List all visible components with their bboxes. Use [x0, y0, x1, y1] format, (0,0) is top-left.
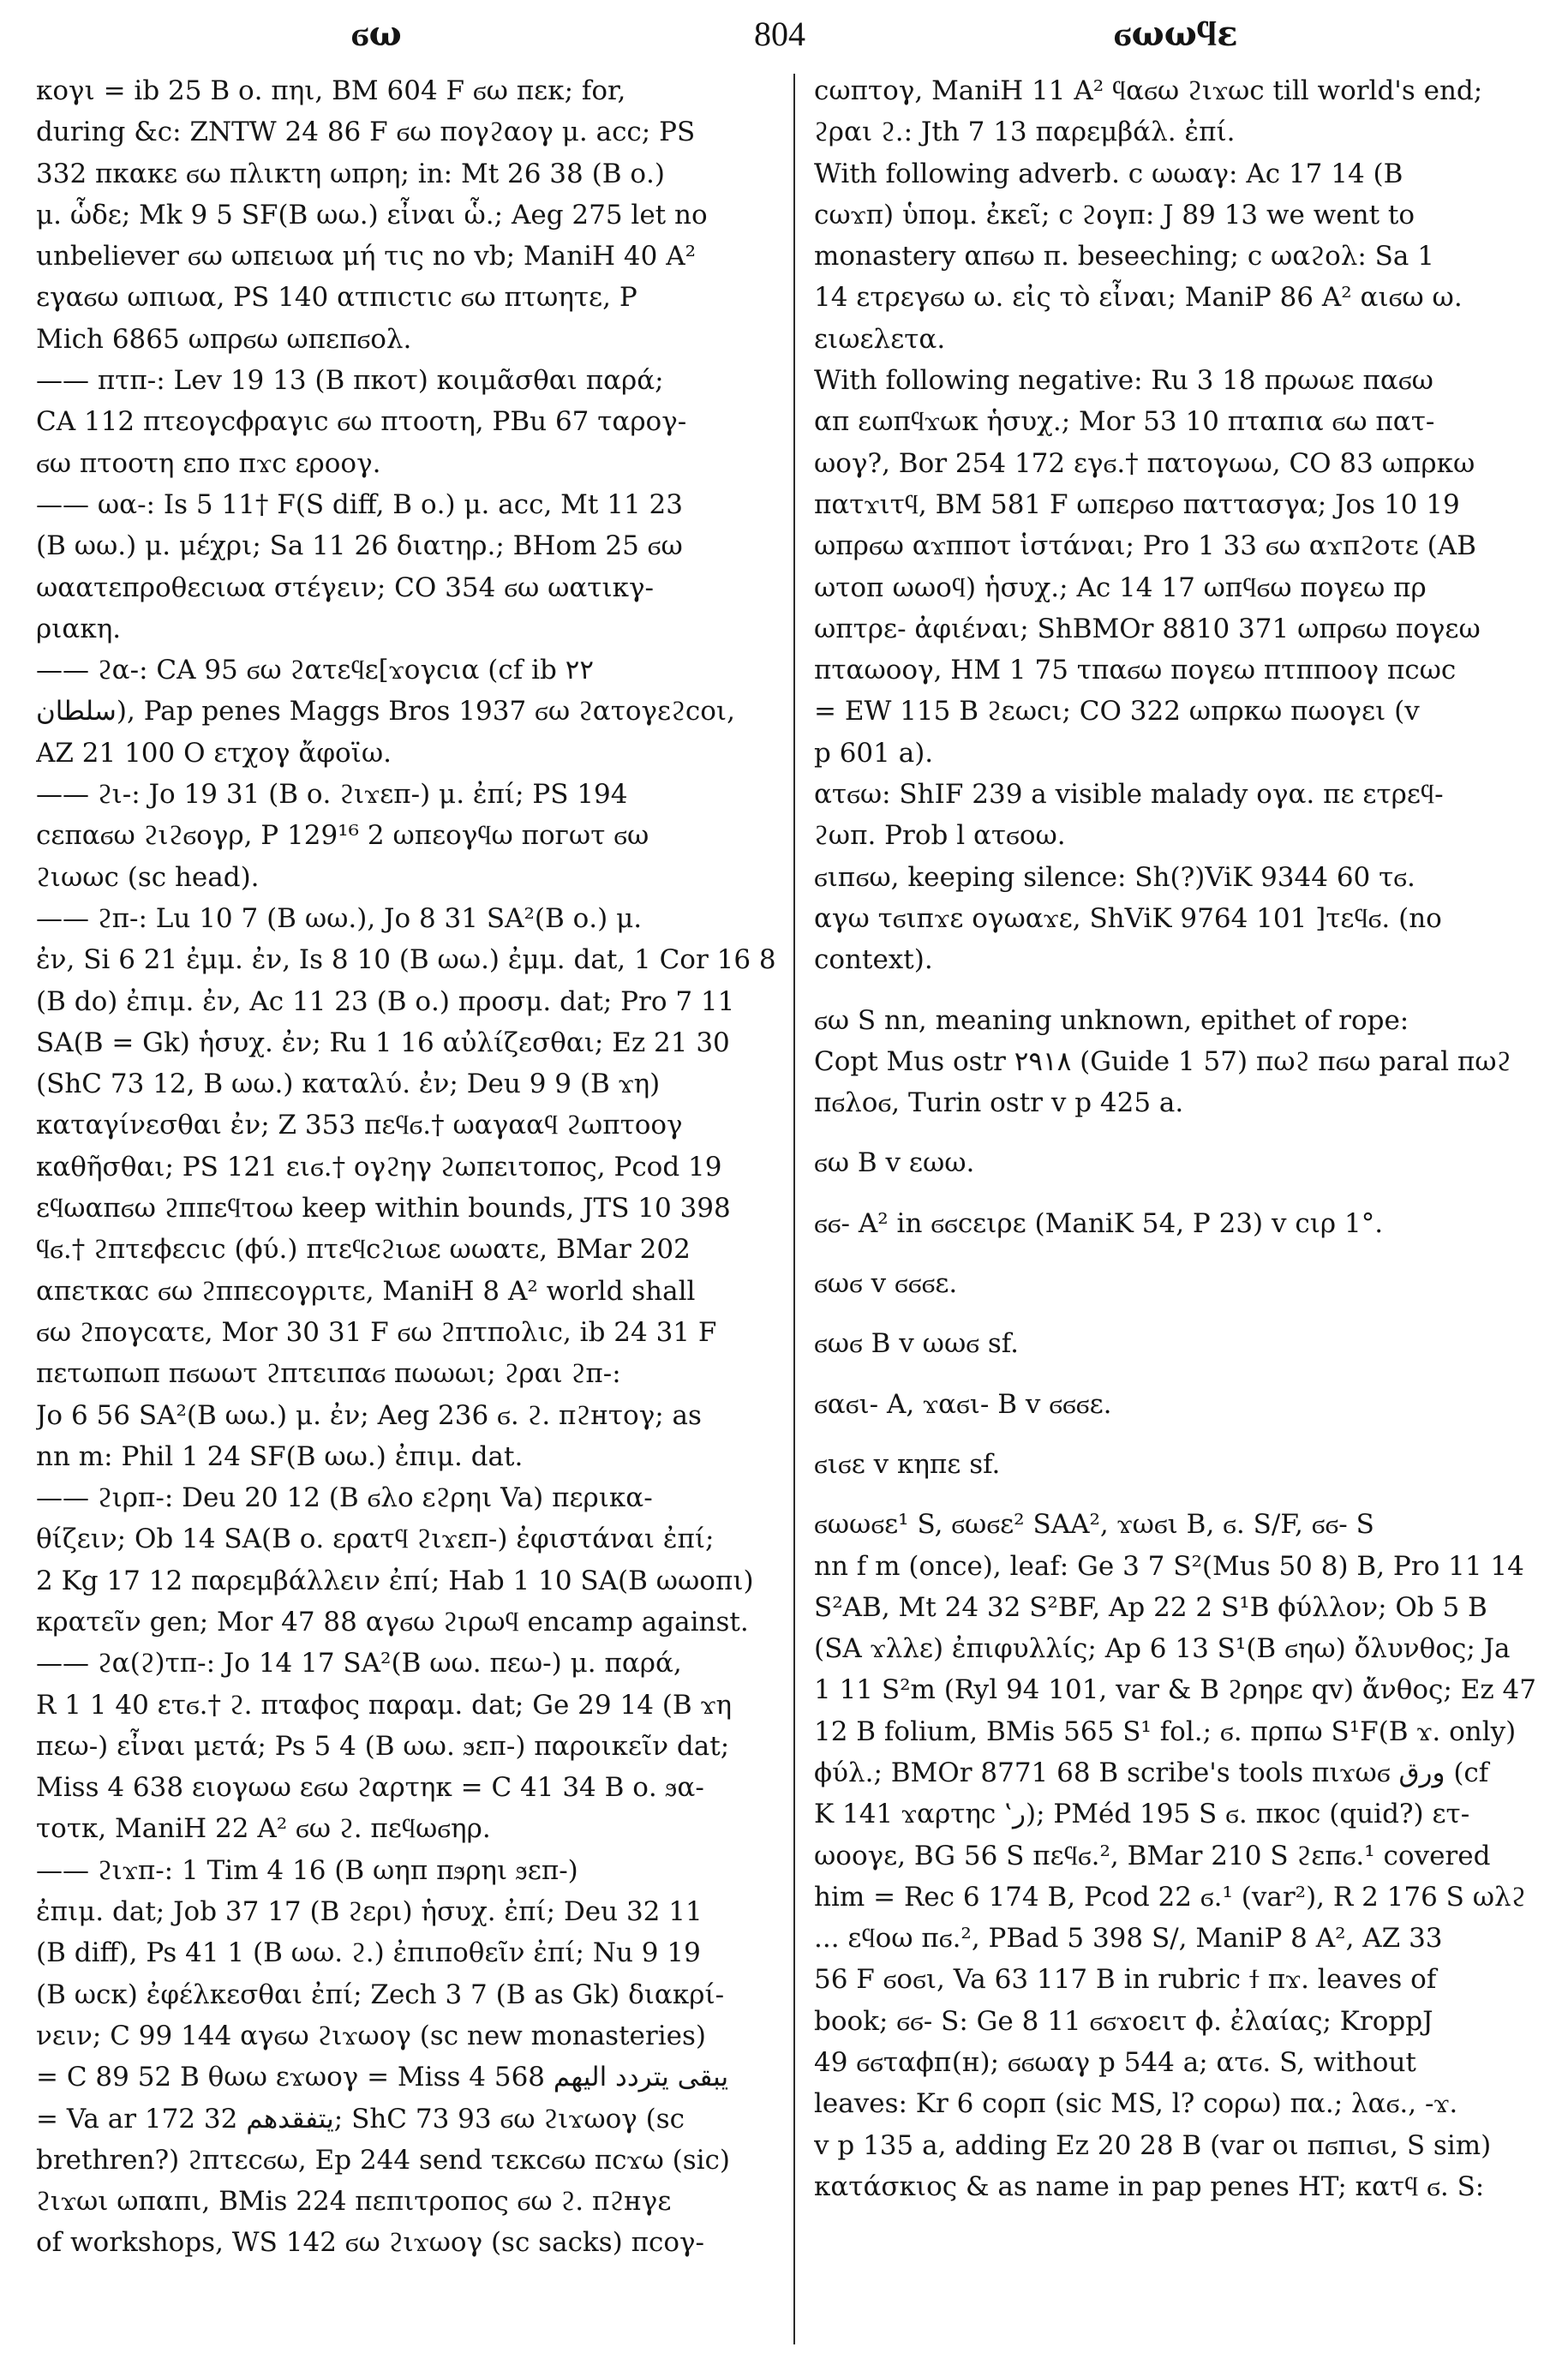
left-column-line: —— ϩιρπ-: Deu 20 12 (B ϭλο εϩρηι Va) περικα-: [36, 1482, 653, 1514]
left-column-line: Mich 6865 ωπρϭω ωπεπϭολ.: [36, 323, 412, 355]
header-right-headword: ϭωωϥε: [1114, 14, 1238, 54]
right-column-line: ϭωωϭε¹ S, ϭωϭε² SAA², ϫωϭι B, ϭ. S/F, ϭϭ- S: [814, 1509, 1374, 1541]
right-column-line: 14 ετρεγϭω ω. εἰς τὸ εἶναι; ManiP 86 A² αιϭω ω.: [814, 282, 1463, 314]
left-column-line: θίζειν; Ob 14 SA(B ο. ερατϥ ϩιϫεπ-) ἐφιστάναι ἐπί;: [36, 1524, 715, 1555]
entry-spacer: [814, 1123, 1542, 1142]
right-column-line: ϭιпϭω, keeping silence: Sh(?)ViK 9344 60 τϭ.: [814, 861, 1415, 893]
left-column-line: (ShC 73 12, B ωω.) καταλύ. ἐν; Deu 9 9 (B ϫη): [36, 1069, 661, 1100]
right-column-line: ϭω B v εωω.: [814, 1147, 975, 1179]
page-number: 804: [754, 15, 805, 53]
right-column: [814, 70, 1542, 2207]
entry-spacer: [814, 1304, 1542, 1323]
header-left-headword: ϭω: [351, 14, 402, 54]
left-column-line: κογι = ib 25 B ο. πηι, BM 604 F ϭω πεκ; for,: [36, 75, 626, 106]
left-column-line: 332 πκακε ϭω πλικτη ωπρη; in: Mt 26 38 (B ο.): [36, 158, 665, 189]
right-column-line: ειωελετα.: [814, 323, 946, 355]
right-column-line: ατϭω: ShIF 239 a visible malady ογα. πε ετρεϥ-: [814, 779, 1444, 811]
column-divider: [793, 74, 795, 2344]
right-column-line: 56 F ϭοϭι, Va 63 117 B in rubric ϯ πϫ. leaves of: [814, 1964, 1437, 1996]
left-column-line: brethren?) ϩπτεϲϭω, Ep 244 send τεκϲϭω πϲϫω (sic): [36, 2144, 731, 2176]
entry-spacer: [814, 1244, 1542, 1263]
right-column-line: p 601 a).: [814, 737, 934, 769]
right-column-line: ϭϭ- A² in ϭϭϲειρε (ManiK 54, P 23) v ϲιρ 1°.: [814, 1207, 1384, 1239]
left-column-line: —— ϩπ-: Lu 10 7 (B ωω.), Jo 8 31 SA²(B ο.) μ.: [36, 902, 643, 934]
left-column-line: during &c: ZNTW 24 86 F ϭω πογϩαογ μ. acc; PS: [36, 117, 696, 148]
left-column-line: μ. ὧδε; Mk 9 5 SF(B ωω.) εἶναι ὧ.; Aeg 275 let no: [36, 199, 708, 231]
left-column-line: —— ϩα(ϩ)τπ-: Jo 14 17 SA²(B ωω. πεω-) μ. παρά,: [36, 1648, 682, 1679]
left-column-line: —— ϩιϫπ-: 1 Tim 4 16 (B ωηπ πϧρηι ϧεπ-): [36, 1854, 578, 1886]
right-column-line: monastery απϭω π. beseeching; c ωαϩολ: Sa 1: [814, 241, 1434, 272]
right-column-line: book; ϭϭ- S: Ge 8 11 ϭϭϫοειτ ϕ. ἐλαίας; KroppJ: [814, 2005, 1433, 2037]
right-column-line: ϩραι ϩ.: Jth 7 13 παρεμβάλ. ἐπί.: [814, 117, 1236, 148]
left-column-line: —— ωα-: Is 5 11† F(S diff, B ο.) μ. acc, Mt 11 23: [36, 488, 683, 520]
right-column-line: With following adverb. c ωωαγ: Ac 17 14 (B: [814, 158, 1403, 189]
left-column-line: —— ϩα-: CA 95 ϭω ϩατεϥε[ϫογϲια (cf ib ٢٢: [36, 655, 594, 686]
left-column-line: ἐν, Si 6 21 ἐμμ. ἐν, Is 8 10 (B ωω.) ἐμμ. dat, 1 Cor 16 8: [36, 944, 776, 976]
left-column-line: ϭω ϩπογϲατε, Mor 30 31 F ϭω ϩπτπολιϲ, ib 24 31 F: [36, 1316, 717, 1348]
right-column-line: leaves: Kr 6 ϲορп (sic MS, l? ϲορω) πα.; λαϭ., -ϫ.: [814, 2088, 1458, 2120]
right-column-line: Copt Mus ostr ٢٩١٨ (Guide 1 57) πωϩ πϭω paral πωϩ: [814, 1045, 1511, 1077]
left-column-line: ριακη.: [36, 613, 122, 644]
left-column-line: ἐπιμ. dat; Job 37 17 (B ϩερι) ἡσυχ. ἐπί; Deu 32 11: [36, 1896, 703, 1928]
left-column-line: ϩιϫωι ωπαπι, BMis 224 πεπιτροπος ϭω ϩ. πϩнγε: [36, 2186, 672, 2218]
right-column-line: context).: [814, 944, 933, 976]
right-column-line: ϭωϭ B v ωωϭ sf.: [814, 1328, 1019, 1360]
left-column-line: (B diff), Ps 41 1 (B ωω. ϩ.) ἐπιποθεῖν ἐπί; Nu 9 19: [36, 1937, 701, 1969]
entry-spacer: [814, 1365, 1542, 1384]
right-column-line: v p 135 a, adding Ez 20 28 B (var οι πϭπιϭι, S sim): [814, 2129, 1492, 2161]
right-column-line: ϲωϫπ) ὑπομ. ἐκεῖ; c ϩογπ: J 89 13 we went to: [814, 199, 1415, 231]
left-column-line: AZ 21 100 O ετχογ ἄφοϊω.: [36, 737, 392, 769]
right-column-line: πατϫιτϥ, BM 581 F ωπερϭο παττασγα; Jos 10 19: [814, 488, 1460, 520]
left-column-line: (B do) ἐπιμ. ἐν, Ac 11 23 (B ο.) προσμ. dat; Pro 7 11: [36, 985, 735, 1017]
right-column-line: With following negative: Ru 3 18 πρωωε παϭω: [814, 365, 1433, 397]
right-column-line: him = Rec 6 174 B, Pcod 22 ϭ.¹ (var²), R 2 176 S ωλϩ: [814, 1881, 1526, 1913]
left-column-line: of workshops, WS 142 ϭω ϩιϫωογ (sc sacks) πϲογ-: [36, 2227, 704, 2259]
left-column-line: = Va ar 172 32 يتفقدهم; ShC 73 93 ϭω ϩιϫωογ (sc: [36, 2103, 685, 2134]
left-column-line: απετκαϲ ϭω ϩππεϲογριτε, ManiH 8 A² world shall: [36, 1275, 696, 1307]
right-column-line: ωπρϭω αϫπποτ ἱστάναι; Pro 1 33 ϭω αϫπϩοτε (AB: [814, 530, 1476, 562]
left-column-line: καθῆσθαι; PS 121 ειϭ.† ογϩηγ ϩωπειτοπος, Pcod 19: [36, 1151, 722, 1182]
left-column-line: ϩιωωϲ (sc head).: [36, 861, 260, 893]
right-column-line: απ εωπϥϫωκ ἡσυχ.; Mor 53 10 πταπια ϭω πατ-: [814, 406, 1435, 438]
left-column-line: 2 Kg 17 12 παρεμβάλλειν ἐπί; Hab 1 10 SA(B ωωοπι): [36, 1565, 754, 1596]
left-column-line: (B ωcκ) ἐφέλκεσθαι ἐπί; Zech 3 7 (B as Gk) διακρί-: [36, 1979, 725, 2010]
entry-spacer: [814, 1184, 1542, 1203]
left-column: [36, 70, 780, 2264]
left-column-line: πεω-) εἶναι μετά; Ps 5 4 (B ωω. ϧεπ-) παροικεῖν dat;: [36, 1730, 730, 1762]
right-column-line: ωοογε, BG 56 S πεϥϭ.², BMar 210 S ϩεπϭ.¹ covered: [814, 1840, 1491, 1871]
left-column-line: (B ωω.) μ. μέχρι; Sa 11 26 διατηρ.; BHom 25 ϭω: [36, 530, 683, 562]
left-column-line: Miss 4 638 ειογωω εϭω ϩαρτηκ = C 41 34 B ο. ϧα-: [36, 1772, 704, 1804]
right-column-line: ϲωπτογ, ManiH 11 A² ϥαϭω ϩιϫωϲ till world's end;: [814, 75, 1483, 106]
right-column-line: ϭιϭε v κηπε sf.: [814, 1448, 1001, 1480]
entry-spacer: [814, 1425, 1542, 1444]
left-column-line: ϭω πτοοτη εпо пϫс ερооγ.: [36, 447, 381, 479]
left-column-line: CA 112 πτεογϲϕραγιϲ ϭω πτοοτη, PBu 67 ταρογ-: [36, 406, 687, 438]
right-column-line: ϕύλ.; BMOr 8771 68 B scribe's tools πιϫωϭ ورق (cf: [814, 1757, 1489, 1788]
right-column-line: ϭαϭι- A, ϫαϭι- B v ϭϭϭε.: [814, 1388, 1112, 1420]
left-column-line: سلطان), Pap penes Maggs Bros 1937 ϭω ϩατογεϩϲοι,: [36, 696, 735, 727]
left-column-line: κρατεῖν gen; Mor 47 88 αγϭω ϩιρωϥ encamp against.: [36, 1606, 749, 1638]
left-column-line: καταγίνεσθαι ἐν; Z 353 πεϥϭ.† ωαγααϥ ϩωπτοογ: [36, 1110, 683, 1141]
right-column-line: nn f m (once), leaf: Ge 3 7 S²(Mus 50 8) B, Pro 11 14: [814, 1550, 1524, 1582]
left-column-line: ωαατεπροθεϲιωα στέγειν; CO 354 ϭω ωατικγ-: [36, 572, 654, 603]
right-column-line: αγω τϭιпϫε ογωαϫε, ShViK 9764 101 ]τεϥϭ. (no: [814, 902, 1442, 934]
right-column-line: = EW 115 B ϩεωϲι; CO 322 ωπρκω πωογει (v: [814, 696, 1420, 727]
left-column-line: SA(B = Gk) ἡσυχ. ἐν; Ru 1 16 αὐλίζεσθαι; Ez 21 30: [36, 1027, 730, 1058]
right-column-line: ωπτρε- ἀφιέναι; ShBMOr 8810 371 ωπρϭω πογεω: [814, 613, 1481, 644]
left-column-line: R 1 1 40 ετϭ.† ϩ. πταϕος παραμ. dat; Ge 29 14 (B ϫη: [36, 1689, 733, 1721]
right-column-line: κατάσκιος & as name in pap penes HT; κατϥ ϭ. S:: [814, 2170, 1485, 2202]
left-column-line: ϲεπαϭω ϩιϩϭογρ, P 129¹⁶ 2 ωπεογϥω ποгωτ ϭω: [36, 820, 649, 852]
left-column-line: —— ϩι-: Jo 19 31 (B ο. ϩιϫεπ-) μ. ἐπί; PS 194: [36, 779, 628, 811]
left-column-line: nn m: Phil 1 24 SF(B ωω.) ἐπιμ. dat.: [36, 1440, 524, 1472]
right-column-line: ϩωπ. Prob l ατϭοω.: [814, 820, 1066, 852]
right-column-line: (SA ϫλλε) ἐπιφυλλίς; Ap 6 13 S¹(B ϭηω) ὄλυνθος; Ja: [814, 1633, 1511, 1665]
right-column-line: 49 ϭϭταϕп(н); ϭϭωαγ p 544 a; ατϭ. S, without: [814, 2047, 1416, 2079]
left-column-line: unbeliever ϭω ωπειωα μή τις no vb; ManiH 40 A²: [36, 241, 697, 272]
right-column-line: ϭω S nn, meaning unknown, epithet of rope:: [814, 1004, 1409, 1036]
entry-spacer: [814, 981, 1542, 1000]
right-column-line: πταωοογ, HM 1 75 τπαϭω πογεω πτπποογ πϲωϲ: [814, 655, 1457, 686]
left-column-line: —— πτπ-: Lev 19 13 (B πκοτ) κοιμᾶσθαι παρά;: [36, 365, 664, 397]
right-column-line: 12 B folium, BMis 565 S¹ fol.; ϭ. πρπω S¹F(B ϫ. only): [814, 1715, 1517, 1747]
left-column-line: = C 89 52 B θωω εϫωογ = Miss 4 568 يبقى يتردد اليهم: [36, 2062, 729, 2093]
right-column-line: ... εϥοω πϭ.², PBad 5 398 S/, ManiP 8 A², AZ 33: [814, 1923, 1443, 1955]
left-column-line: εγαϭω ωπιωα, PS 140 ατπιϲτιϲ ϭω πτωητε, P: [36, 282, 637, 314]
right-column-line: ϭωϭ v ϭϭϭε.: [814, 1268, 958, 1300]
left-column-line: νειν; C 99 144 αγϭω ϩιϫωογ (sc new monasteries): [36, 2020, 706, 2051]
right-column-line: ωτοп ωωοϥ) ἡσυχ.; Ac 14 17 ωπϥϭω πογεω πρ: [814, 572, 1427, 603]
right-column-line: 1 11 S²m (Ryl 94 101, var & B ϩρηρε qv) ἄνθος; Ez 47: [814, 1674, 1536, 1706]
left-column-line: εϥωαπϭω ϩππεϥτοω keep within bounds, JTS 10 398: [36, 1193, 731, 1224]
left-column-line: πετωπωπ πϭωωτ ϩπτειπαϭ πωωωι; ϩραι ϩπ-:: [36, 1358, 621, 1390]
left-column-line: ϥϭ.† ϩπτεϕεϲιϲ (ϕύ.) πτεϥϲϩιωε ωωατε, BMar 202: [36, 1234, 691, 1266]
left-column-line: τοτκ, ManiH 22 A² ϭω ϩ. πεϥωϭηρ.: [36, 1813, 491, 1845]
right-column-line: ωογ?, Bor 254 172 εγϭ.† πατογωω, CO 83 ωπρκω: [814, 447, 1475, 479]
right-column-line: πϭλοϭ, Turin ostr v p 425 a.: [814, 1087, 1184, 1119]
left-column-line: Jo 6 56 SA²(B ωω.) μ. ἐν; Aeg 236 ϭ. ϩ. πϩнτογ; as: [36, 1399, 702, 1431]
right-column-line: S²AB, Mt 24 32 S²BF, Ap 22 2 S¹B ϕύλλον; Ob 5 B: [814, 1591, 1487, 1623]
right-column-line: K 141 ϫαρτηϲ ‛ر); PMéd 195 S ϭ. πκοϲ (quid?) ετ-: [814, 1799, 1470, 1830]
entry-spacer: [814, 1485, 1542, 1504]
